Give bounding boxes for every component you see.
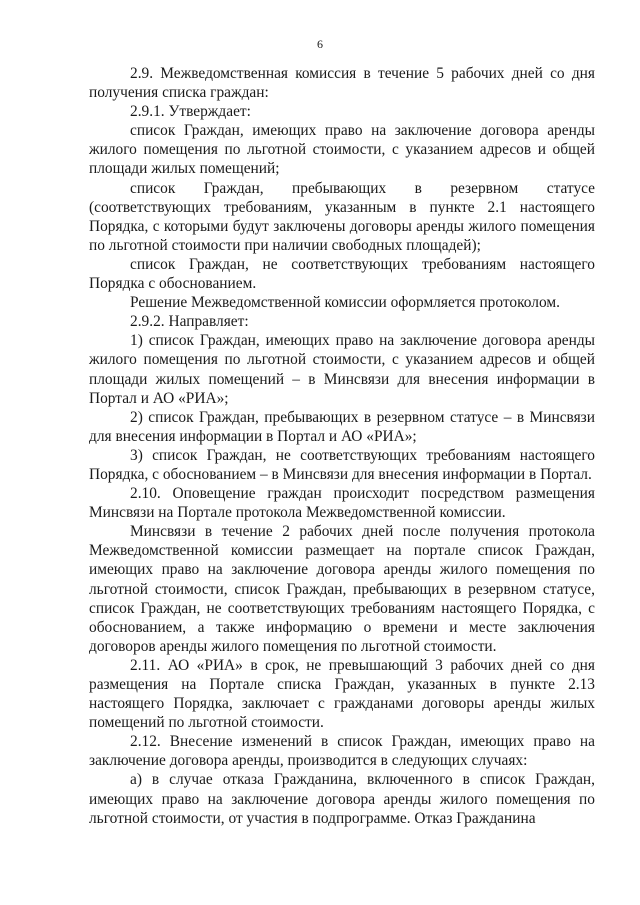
paragraph-send-item-3: 3) список Граждан, не соответствующих требованиям настоящего Порядка, с обоснованием – в Минсвязи для внесения информации в Портал. <box>89 446 595 483</box>
paragraph-reserve-list: список Граждан, пребывающих в резервном статусе (соответствующих требованиям, указанным в пункте 2.1 настоящего Порядка, с которыми будут заключены договоры аренды жилого помещения по льготной стоимости при наличии свободных площадей); <box>89 179 595 254</box>
paragraph-send-item-2: 2) список Граждан, пребывающих в резервном статусе – в Минсвязи для внесения информации в Портал и АО «РИА»; <box>89 408 595 445</box>
paragraph-send-item-1: 1) список Граждан, имеющих право на заключение договора аренды жилого помещения по льготной стоимости, с указанием адресов и общей площади жилых помещений – в Минсвязи для внесения информации в Портал и АО «РИА»; <box>89 332 595 407</box>
paragraph-rejected-list: список Граждан, не соответствующих требованиям настоящего Порядка с обоснованием. <box>89 255 595 293</box>
paragraph-2-12: 2.12. Внесение изменений в список Граждан, имеющих право на заключение договора аренды, производится в следующих случаях: <box>89 733 595 770</box>
document-body <box>89 64 595 828</box>
paragraph-2-11: 2.11. АО «РИА» в срок, не превышающий 3 рабочих дней со дня размещения на Портале списка Граждан, указанных в пункте 2.13 настоящего Порядка, заключает с гражданами договоры аренды жилых помещений по льготной стоимости. <box>89 656 595 732</box>
paragraph-2-9-1: 2.9.1. Утверждает: <box>130 103 251 121</box>
paragraph-protocol-decision: Решение Межведомственной комиссии оформляется протоколом. <box>130 294 560 312</box>
paragraph-case-a: а) в случае отказа Гражданина, включенного в список Граждан, имеющих право на заключение договора аренды жилого помещения по льготной стоимости, от участия в подпрограмме. Отказ Гражданина <box>89 771 595 827</box>
paragraph-2-10: 2.10. Оповещение граждан происходит посредством размещения Минсвязи на Портале протокола Межведомственной комиссии. <box>89 485 595 522</box>
page-number: 6 <box>317 37 323 51</box>
paragraph-publication: Минсвязи в течение 2 рабочих дней после получения протокола Межведомственной комиссии размещает на портале список Граждан, имеющих право на заключение договора аренды жилого помещения по льготной стоимости, список Граждан, пребывающих в резервном статусе, список Граждан, не соответствующих требованиям настоящего Порядка, с обоснованием, а также информацию о времени и месте заключения договоров аренды жилого помещения по льготной стоимости. <box>89 523 595 655</box>
paragraph-approved-list: список Граждан, имеющих право на заключение договора аренды жилого помещения по льготной стоимости, с указанием адресов и общей площади жилых помещений; <box>89 122 595 178</box>
paragraph-2-9-2: 2.9.2. Направляет: <box>130 313 249 331</box>
paragraph-2-9: 2.9. Межведомственная комиссия в течение 5 рабочих дней со дня получения списка граждан: <box>89 65 595 102</box>
